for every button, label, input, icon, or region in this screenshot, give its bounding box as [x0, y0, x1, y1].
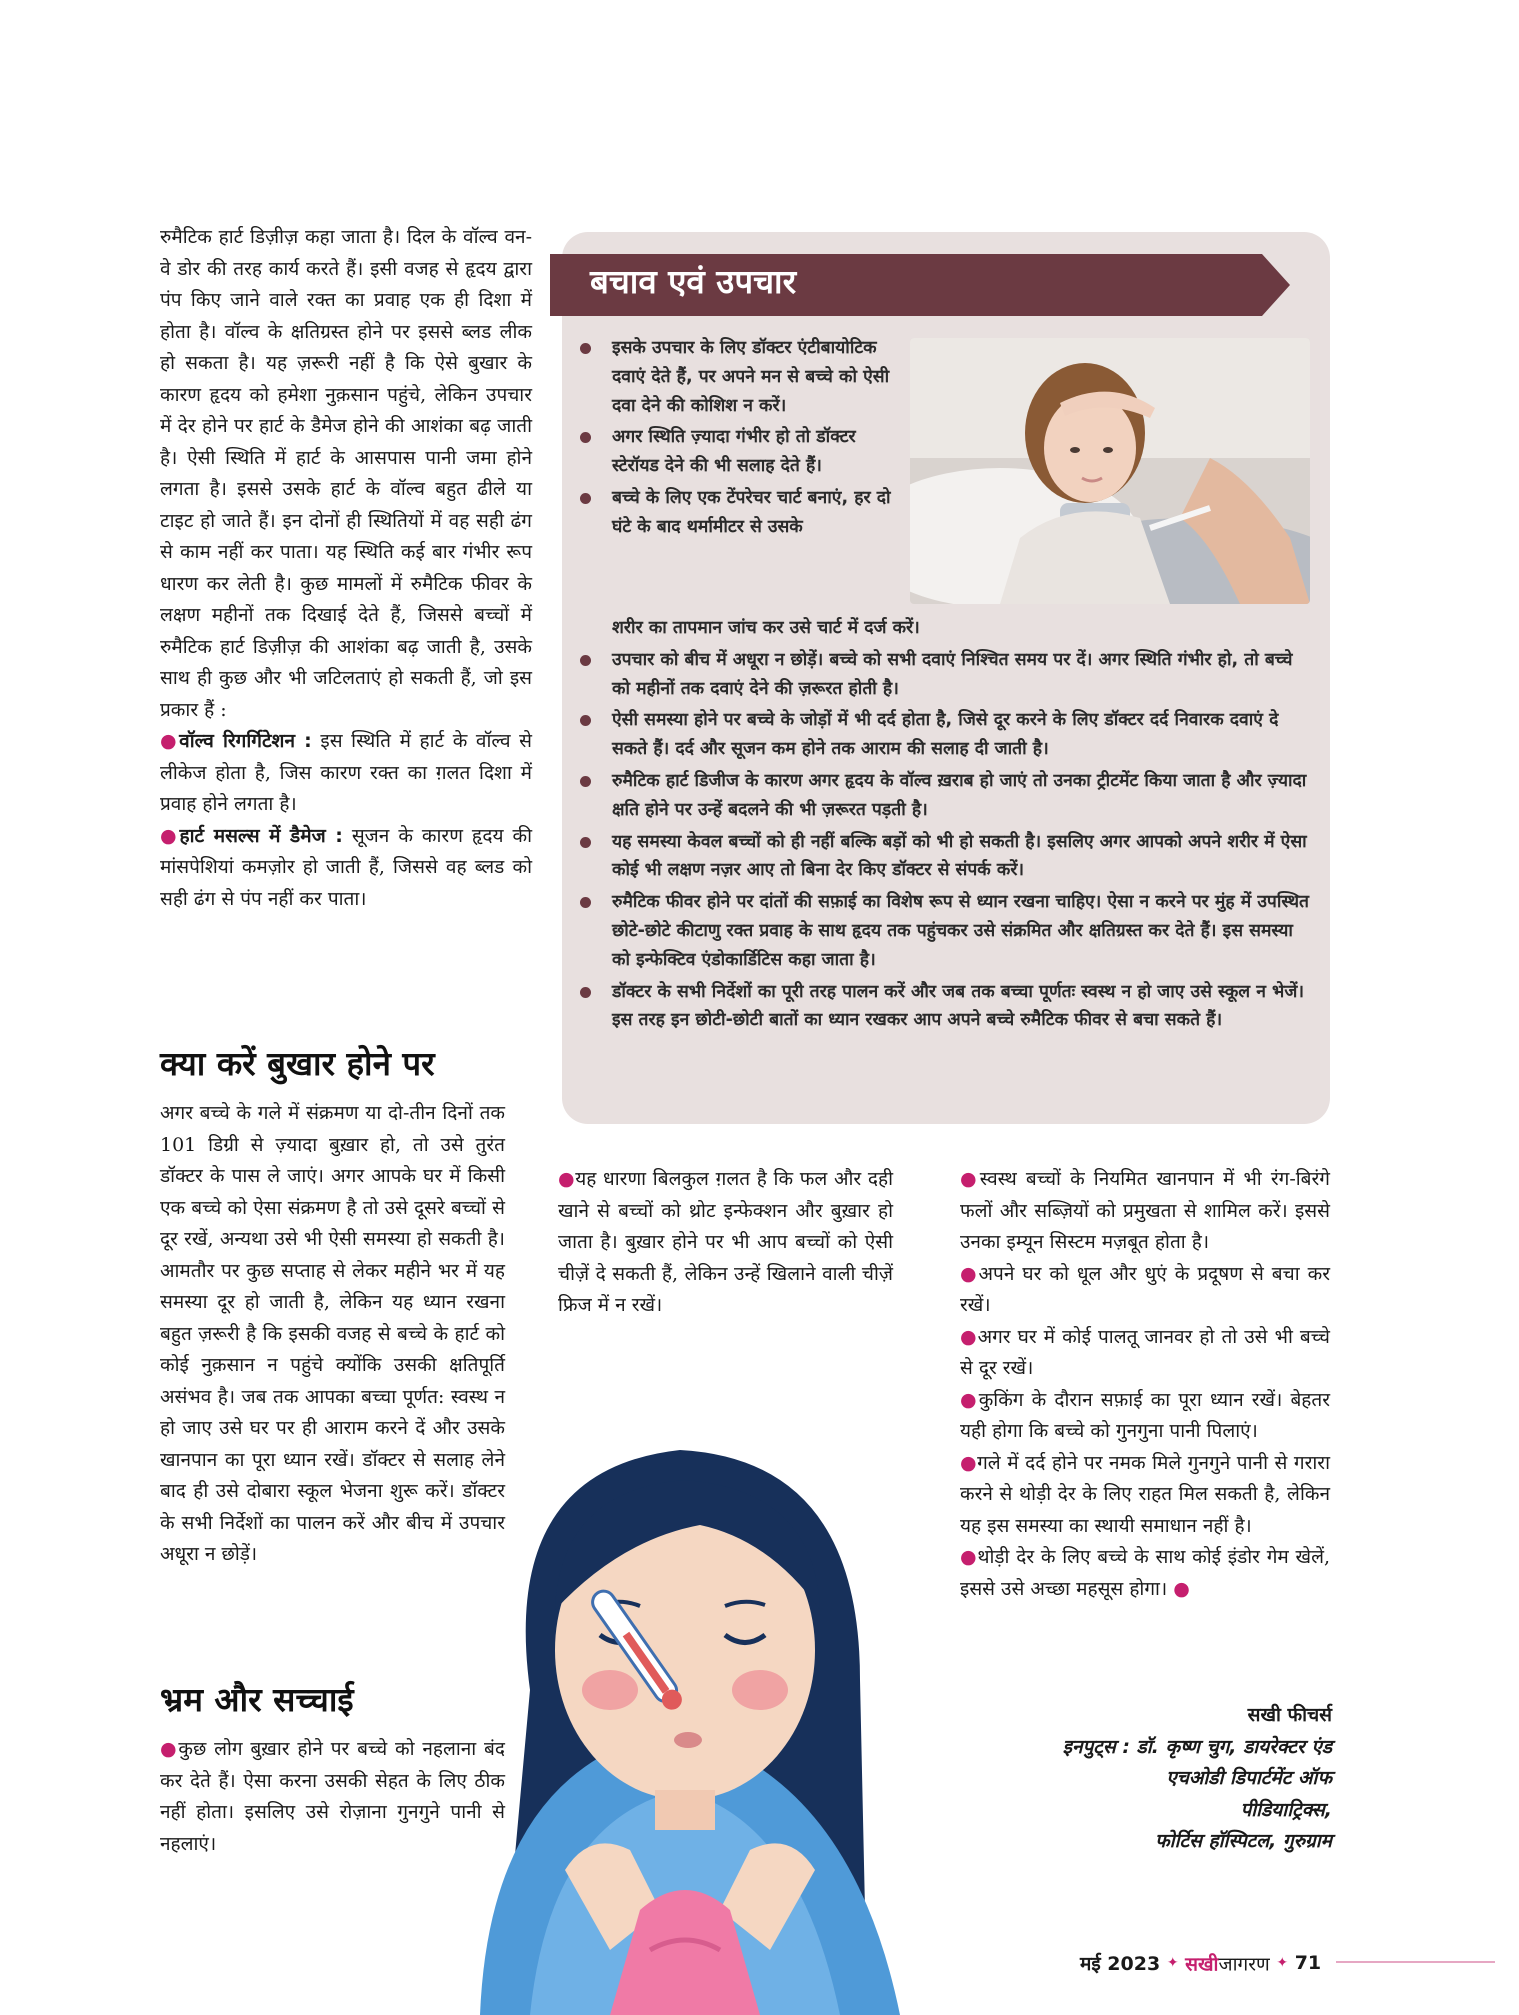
paragraph-text: सूजन के कारण हृदय की मांसपेशियां कमज़ोर हो जाती हैं, जिससे वह ब्लड को सही ढंग से पंप नहीं कर पाता।	[160, 824, 532, 910]
list-item-text: बच्चे के लिए एक टेंपरेचर चार्ट बनाएं, हर दो घंटे के बाद थर्मामीटर से उसके	[612, 487, 891, 537]
bullet-icon: ●	[960, 1262, 979, 1285]
list-item	[578, 334, 898, 420]
credits	[940, 1700, 1332, 1858]
article-column-2	[160, 1098, 505, 1571]
star-icon: ✦	[1276, 1955, 1289, 1971]
brand-part: जागरण	[1218, 1953, 1270, 1975]
list-item-text: डॉक्टर के सभी निर्देशों का पूरी तरह पालन करें और जब तक बच्चा पूर्णतः स्वस्थ न हो जाए उसे स्कूल न भेजें। इस तरह इन छोटी-छोटी बातों का ध्यान रखकर आप अपने बच्चे रुमैटिक फीवर से बचा सकते हैं।	[612, 981, 1304, 1031]
section-heading-myth: भ्रम और सच्चाई	[160, 1680, 354, 1719]
star-icon: ✦	[1166, 1955, 1179, 1971]
list-item	[578, 767, 1310, 825]
box-list-bottom	[578, 616, 1310, 1038]
box-title: बचाव एवं उपचार	[590, 262, 797, 301]
bullet-icon: ●	[960, 1168, 980, 1190]
bullet-icon: ●	[160, 730, 180, 752]
list-item-text: इसके उपचार के लिए डॉक्टर एंटीबायोटिक दवाएं देते हैं, पर अपने मन से बच्चे को ऐसी दवा देने की कोशिश न करें।	[612, 338, 890, 416]
list-item-text: गले में दर्द होने पर नमक मिले गुनगुने पानी से गरारा करने से थोड़ी देर के लिए राहत मिल सकती है, लेकिन यह इस समस्या का स्थायी समाधान नहीं है।	[960, 1451, 1330, 1537]
list-item-text: ऐसी समस्या होने पर बच्चे के जोड़ों में भी दर्द होता है, जिसे दूर करने के लिए डॉक्टर दर्द निवारक दवाएं दे सकते हैं। दर्द और सूजन कम होने तक आराम की सलाह दी जाती है।	[612, 710, 1279, 760]
list-item-text: कुकिंग के दौरान सफ़ाई का पूरा ध्यान रखें। बेहतर यही होगा कि बच्चे को गुनगुना पानी पिलाएं।	[960, 1388, 1330, 1442]
list-item	[960, 1164, 1330, 1259]
issue-date: मई 2023	[1080, 1953, 1161, 1975]
paragraph-text: यह धारणा बिलकुल ग़लत है कि फल और दही खाने से बच्चों को थ्रोट इन्फेक्शन और बुख़ार हो जाता है। बुख़ार होने पर भी आप बच्चों को ऐसी चीज़ें दे सकती हैं, लेकिन उन्हें खिलाने वाली चीज़ें फ्रिज में न रखें।	[558, 1168, 893, 1316]
subheading: वॉल्व रिगर्गिटेशन :	[179, 730, 312, 752]
list-item	[578, 646, 1310, 704]
list-item-text: उपचार को बीच में अधूरा न छोड़ें। बच्चे को सभी दवाएं निश्चित समय पर दें। अगर स्थिति गंभीर हो, तो बच्चे को महीनों तक दवाएं देने की ज़रूरत होती है।	[612, 649, 1293, 699]
credit-line: एचओडी डिपार्टमेंट ऑफ	[1166, 1767, 1332, 1789]
list-item-text: अगर घर में कोई पालतू जानवर हो तो उसे भी बच्चे से दूर रखें।	[960, 1325, 1330, 1379]
bullet-icon	[580, 987, 591, 998]
paragraph: रुमैटिक हार्ट डिज़ीज़ कहा जाता है। दिल के वॉल्व वन-वे डोर की तरह कार्य करते हैं। इसी वजह से हृदय द्वारा पंप किए जाने वाले रक्त का प्रवाह एक ही दिशा में होता है। वॉल्व के क्षतिग्रस्त होने पर इससे ब्लड लीक हो सकता है। यह ज़रूरी नहीं है कि ऐसे बुखार के कारण हृदय को हमेशा नुक़सान पहुंचे, लेकिन उपचार में देर होने पर हार्ट के डैमेज होने की आशंका बढ़ जाती है। ऐसी स्थिति में हार्ट के आसपास पानी जमा होने लगता है। इससे उसके हार्ट के वॉल्व बहुत ढीले या टाइट हो जाते हैं। इन दोनों ही स्थितियों में वह सही ढंग से काम नहीं कर पाता। यह स्थिति कई बार गंभीर रूप धारण कर लेती है। कुछ मामलों में रुमैटिक फीवर के लक्षण महीनों तक दिखाई देते हैं, जिससे बच्चों में रुमैटिक हार्ट डिज़ीज़ की आशंका बढ़ जाती है, उसके साथ ही कुछ और भी जटिलताएं हो सकती हैं, जो इस प्रकार हैं :	[160, 226, 532, 721]
list-item	[960, 1542, 1330, 1605]
credit-line: पीडियाट्रिक्स,	[1240, 1798, 1332, 1821]
article-column-3	[558, 1164, 893, 1322]
bullet-icon	[580, 432, 591, 443]
list-item	[578, 423, 898, 481]
paragraph-text: इस स्थिति में हार्ट के वॉल्व से लीकेज होता है, जिस कारण रक्त का ग़लत दिशा में प्रवाह होने लगता है।	[160, 730, 532, 815]
list-item-text: थोड़ी देर के लिए बच्चे के साथ कोई इंडोर गेम खेलें, इससे उसे अच्छा महसूस होगा।	[960, 1546, 1330, 1600]
bullet-icon	[580, 655, 591, 666]
list-item-text: रुमैटिक फीवर होने पर दांतों की सफ़ाई का विशेष रूप से ध्यान रखना चाहिए। ऐसा न करने पर मुंह में उपस्थित छोटे-छोटे कीटाणु रक्त प्रवाह के साथ हृदय तक पहुंचकर उसे संक्रमित और क्षतिग्रस्त कर देते हैं। इस समस्या को इन्फेक्टिव एंडोकार्डिटिस कहा जाता है।	[612, 892, 1310, 970]
list-item	[578, 706, 1310, 764]
paragraph	[160, 726, 532, 821]
article-column-2b	[160, 1734, 505, 1860]
list-item	[960, 1448, 1330, 1543]
list-item	[960, 1385, 1330, 1448]
list-item	[578, 978, 1310, 1036]
credit-line: इनपुट्स : डॉ. कृष्ण चुग, डायरेक्टर एंड	[1062, 1735, 1332, 1758]
bullet-icon	[580, 493, 591, 504]
list-item	[960, 1322, 1330, 1385]
subheading: हार्ट मसल्स में डैमेज :	[179, 824, 343, 847]
article-column-4	[960, 1164, 1330, 1605]
bullet-icon	[580, 837, 591, 848]
list-item-text: रुमैटिक हार्ट डिजीज के कारण अगर हृदय के वॉल्व ख़राब हो जाएं तो उनका ट्रीटमेंट किया जाता है और ज़्यादा क्षति होने पर उन्हें बदलने की भी ज़रूरत पड़ती है।	[612, 770, 1307, 820]
bullet-icon	[580, 897, 591, 908]
bullet-icon: ●	[960, 1451, 978, 1474]
paragraph-text: कुछ लोग बुख़ार होने पर बच्चे को नहलाना बंद कर देते हैं। ऐसा करना उसकी सेहत के लिए ठीक नहीं होता। इसलिए उसे रोज़ाना गुनगुने पानी से नहलाएं।	[160, 1738, 505, 1855]
magazine-logo	[1185, 1952, 1270, 1974]
bullet-icon: ●	[960, 1546, 978, 1568]
list-item-text: अपने घर को धूल और धुएं के प्रदूषण से बचा कर रखें।	[960, 1262, 1330, 1316]
page-footer	[1080, 1950, 1336, 1976]
brand-part: सखी	[1185, 1953, 1219, 1975]
bullet-icon: ●	[960, 1325, 978, 1348]
bullet-icon	[580, 715, 591, 726]
credit-line: सखी फीचर्स	[1247, 1704, 1332, 1726]
list-item	[578, 484, 898, 542]
paragraph: अगर बच्चे के गले में संक्रमण या दो-तीन दिनों तक 101 डिग्री से ज़्यादा बुख़ार हो, तो उसे तुरंत डॉक्टर के पास ले जाएं। अगर आपके घर में किसी एक बच्चे को ऐसा संक्रमण है तो उसे दूसरे बच्चों से दूर रखें, अन्यथा उसे भी ऐसी समस्या हो सकती है। आमतौर पर कुछ सप्ताह से लेकर महीने भर में यह समस्या दूर हो जाती है, लेकिन यह ध्यान रखना बहुत ज़रूरी है कि इसकी वजह से बच्चे के हार्ट को कोई नुक़सान न पहुंचे क्योंकि उसकी क्षतिपूर्ति असंभव है। जब तक आपका बच्चा पूर्णत: स्वस्थ न हो जाए उसे घर पर ही आराम करने दें और उसके खानपान का पूरा ध्यान रखें। डॉक्टर से सलाह लेने बाद ही उसे दोबारा स्कूल भेजना शुरू करें। डॉक्टर के सभी निर्देशों का पालन करें और बीच में उपचार अधूरा न छोड़ें।	[160, 1102, 505, 1565]
list-item	[960, 1259, 1330, 1322]
credit-line: फोर्टिस हॉस्पिटल, गुरुग्राम	[1155, 1830, 1332, 1852]
bullet-icon: ●	[160, 824, 180, 847]
list-item-text: अगर स्थिति ज़्यादा गंभीर हो तो डॉक्टर स्टेरॉयड देने की भी सलाह देते हैं।	[612, 427, 856, 477]
bullet-icon: ●	[160, 1738, 179, 1760]
bullet-icon	[580, 776, 591, 787]
paragraph	[558, 1164, 893, 1322]
bullet-icon: ●	[960, 1388, 979, 1411]
sick-girl-thermometer-illustration	[470, 1350, 910, 2015]
box-list-top	[578, 334, 898, 545]
paragraph	[160, 821, 532, 916]
paragraph	[160, 1734, 505, 1860]
list-item-text: यह समस्या केवल बच्चों को ही नहीं बल्कि बड़ों को भी हो सकती है। इसलिए अगर आपको अपने शरीर में ऐसा कोई भी लक्षण नज़र आए तो बिना देर किए डॉक्टर से संपर्क करें।	[612, 831, 1307, 881]
list-item-continuation	[578, 614, 1310, 643]
bullet-icon: ●	[558, 1168, 576, 1190]
child-with-fever-photo	[910, 338, 1310, 604]
list-item	[578, 828, 1310, 886]
section-heading-fever: क्या करें बुखार होने पर	[160, 1044, 435, 1083]
list-item	[578, 888, 1310, 974]
list-item-text: शरीर का तापमान जांच कर उसे चार्ट में दर्ज करें।	[612, 618, 920, 638]
bullet-icon	[580, 343, 591, 354]
page-number: 71	[1294, 1952, 1322, 1974]
article-column-1	[160, 222, 532, 915]
end-mark-icon: ●	[1173, 1577, 1190, 1600]
list-item-text: स्वस्थ बच्चों के नियमित खानपान में भी रंग-बिरंगे फलों और सब्ज़ियों को प्रमुखता से शामिल करें। इससे उनका इम्यून सिस्टम मज़बूत होता है।	[960, 1168, 1330, 1253]
